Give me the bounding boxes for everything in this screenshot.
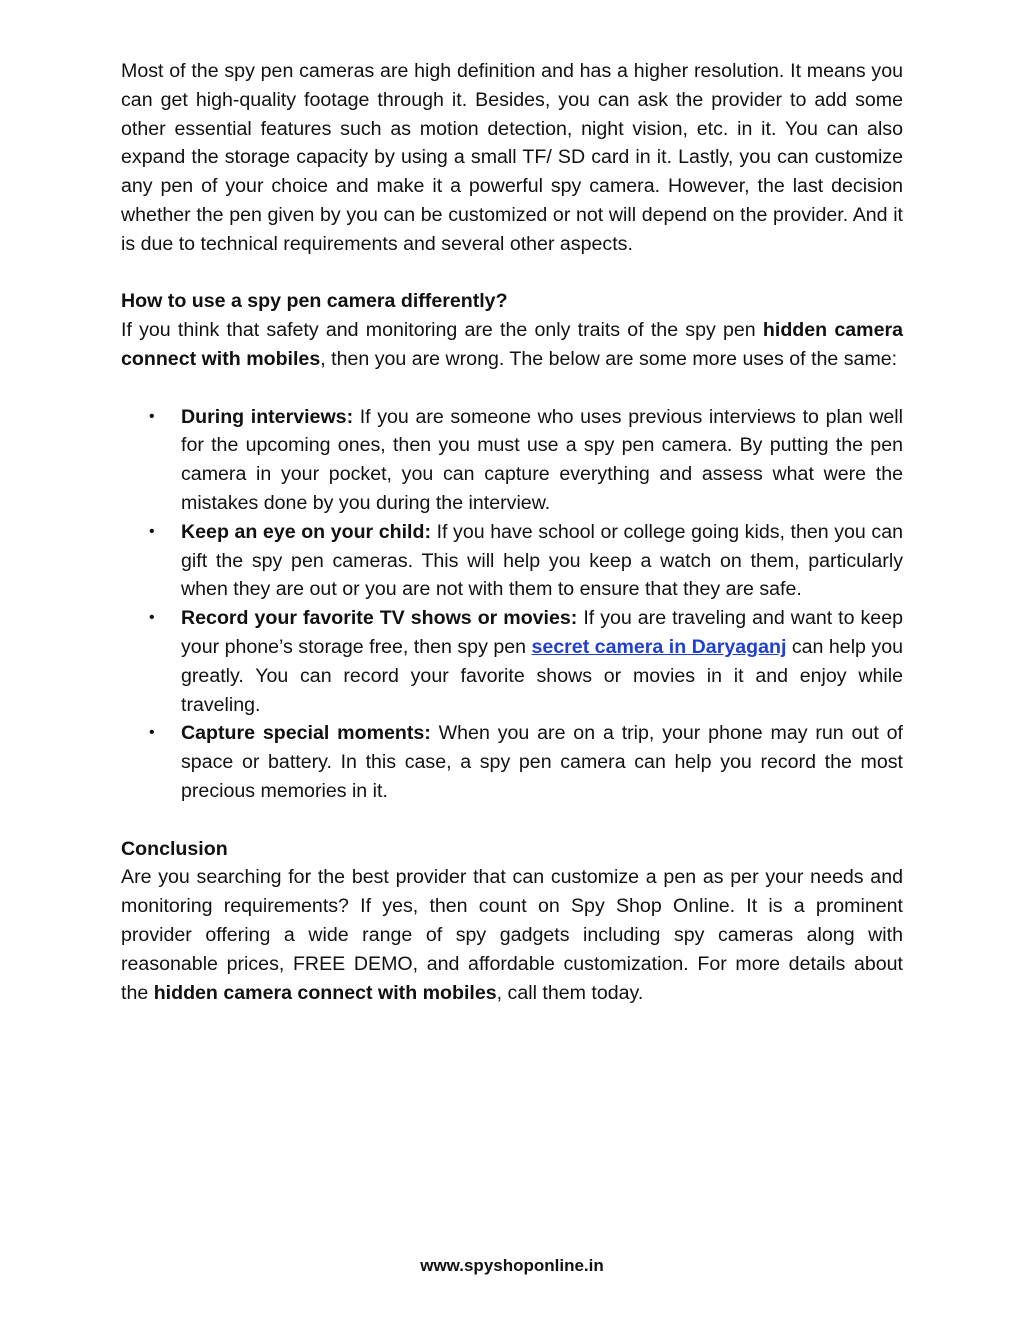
list-item-title: Record your favorite TV shows or movies: <box>181 607 578 630</box>
paragraph-gap <box>121 806 903 835</box>
section-heading-uses: How to use a spy pen camera differently? <box>121 290 508 313</box>
conclusion-text-before: Are you searching for the best provider that can customize a pen as per your needs and monitoring requirements? If yes, then count on Spy Shop Online. It is a prominent provider offering a wide range of spy gadgets including spy cameras along with reasonable prices, FREE DEMO, and affordable customization. For more details about the <box>121 866 903 1004</box>
bullet-dot-icon: • <box>149 724 155 742</box>
list-item-text: When you are on a trip, your phone may run out of space or battery. In this case, a spy pen camera can help you record the most precious memories in it. <box>181 722 903 802</box>
uses-intro-bold-phrase: hidden camera connect with mobiles <box>121 319 903 370</box>
bullet-dot-icon: • <box>149 522 155 540</box>
uses-intro-text-before: If you think that safety and monitoring are the only traits of the spy pen <box>121 319 763 342</box>
list-item-text-before: If you are traveling and want to keep your phone’s storage free, then spy pen <box>181 607 903 658</box>
paragraph-gap <box>121 259 903 288</box>
list-item-title: Keep an eye on your child: <box>181 520 431 543</box>
uses-intro-paragraph <box>121 316 903 374</box>
footer-website: www.spyshoponline.in <box>420 1256 604 1275</box>
list-item-text-after: can help you greatly. You can record your favorite shows or movies in it and enjoy while traveling. <box>181 635 903 716</box>
conclusion-text-after: , call them today. <box>496 981 644 1004</box>
bullet-dot-icon: • <box>149 407 155 425</box>
uses-intro-text-after: , then you are wrong. The below are some more uses of the same: <box>320 347 898 370</box>
conclusion-paragraph <box>121 863 903 1007</box>
bullet-dot-icon: • <box>149 609 155 627</box>
list-item-record <box>121 604 903 719</box>
secret-camera-link[interactable]: secret camera in Daryaganj <box>531 635 787 658</box>
paragraph-gap <box>121 374 903 403</box>
list-item-interviews <box>121 403 903 518</box>
uses-bullet-list <box>121 403 903 806</box>
intro-paragraph: Most of the spy pen cameras are high definition and has a higher resolution. It means you can get high-quality footage through it. Besides, you can ask the provider to add some other essential features such as motion detection, night vision, etc. in it. You can also expand the storage capacity by using a small TF/ SD card in it. Lastly, you can customize any pen of your choice and make it a powerful spy camera. However, the last decision whether the pen given by you can be customized or not will depend on the provider. And it is due to technical requirements and several other aspects. <box>121 60 903 255</box>
conclusion-bold-phrase: hidden camera connect with mobiles <box>153 981 497 1004</box>
document-body <box>121 57 903 1007</box>
list-item-title: Capture special moments: <box>181 722 431 745</box>
list-item-text: If you are someone who uses previous interviews to plan well for the upcoming ones, then you must use a spy pen camera. By putting the pen camera in your pocket, you can capture everything and assess what were the mistakes done by you during the interview. <box>181 405 903 514</box>
section-heading-conclusion: Conclusion <box>121 837 228 860</box>
list-item-title: During interviews: <box>181 405 354 428</box>
list-item-text: If you have school or college going kids, then you can gift the spy pen cameras. This will help you keep a watch on them, particularly when they are out or you are not with them to ensure that they are safe. <box>181 520 903 601</box>
list-item-child <box>121 518 903 604</box>
list-item-moments <box>121 719 903 805</box>
